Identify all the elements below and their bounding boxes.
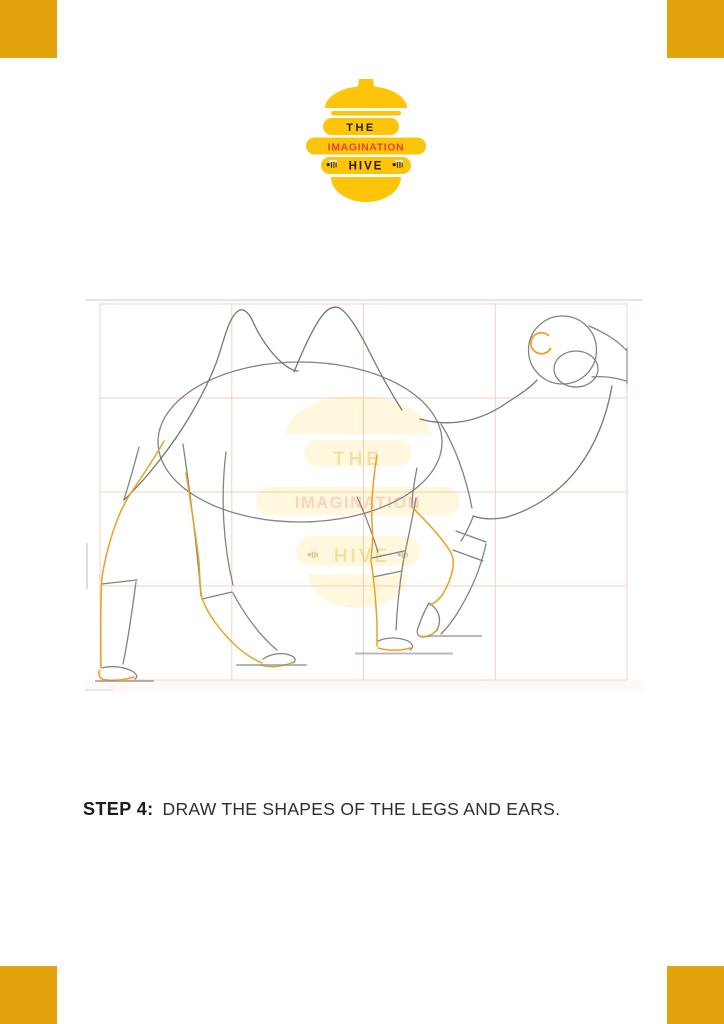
watermark-text-the: THE (333, 449, 383, 470)
logo-text-imagination: IMAGINATION (327, 141, 405, 154)
watermark-text-imagination: IMAGINATION (294, 494, 422, 512)
step-caption (83, 799, 643, 820)
hive-bowl (331, 177, 401, 202)
step-instruction-text: DRAW THE SHAPES OF THE LEGS AND EARS. (162, 799, 561, 819)
canvas-bottom-strip (85, 680, 643, 691)
drawing-canvas (85, 289, 643, 691)
hive-dome (325, 86, 407, 108)
watermark-text-hive: HIVE (333, 546, 391, 567)
hive-band-sliver (331, 111, 401, 116)
logo-text-the: THE (346, 122, 376, 134)
step-number-label: STEP 4: (83, 799, 154, 819)
logo-text-hive: HIVE (348, 160, 384, 173)
imagination-hive-logo (306, 79, 426, 202)
